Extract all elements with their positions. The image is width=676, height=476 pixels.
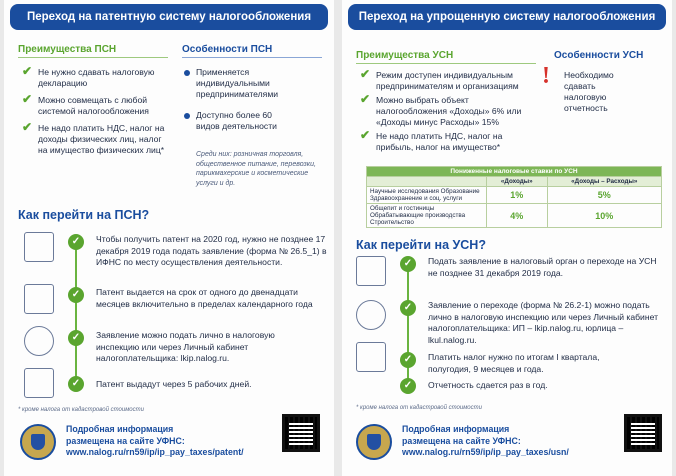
divider <box>182 57 322 58</box>
check-icon: ✔ <box>360 67 371 81</box>
psn-info-url[interactable]: www.nalog.ru/rn59/ip/ip_pay_taxes/patent/ <box>66 447 244 457</box>
psn-leaflet <box>4 0 334 476</box>
psn-step: Заявление можно подать лично в налоговую инспекцию или через Личный кабинет налогоплательщика: lkip.nalog.ru. <box>96 330 275 363</box>
table-cell: Научные исследования Образование Здравоохранение и соц. услуги <box>367 187 487 204</box>
psn-advantage: ✔ Не надо платить НДС, налог на доходы физических лиц, налог на имущество физических лиц* <box>22 120 165 155</box>
psn-feature: Применяется индивидуальными предпринимателями <box>196 67 316 100</box>
psn-advantage: ✔ Можно совмещать с любой системой налогообложения <box>22 92 149 116</box>
table-cell: Общепит и гостиницы Обрабатывающие производства Строительство <box>367 204 487 228</box>
psn-features-title: Особенности ПСН <box>182 44 273 55</box>
usn-advantages-title: Преимущества УСН <box>356 50 454 61</box>
usn-info-url[interactable]: www.nalog.ru/rn59/ip/ip_pay_taxes/usn/ <box>402 447 569 457</box>
check-circle-icon: ✓ <box>68 287 84 303</box>
usn-header: Переход на упрощенную систему налогообложения <box>348 4 666 30</box>
calendar-icon <box>24 284 54 314</box>
usn-footnote: * кроме налога от кадастровой стоимости <box>356 405 482 411</box>
usn-features-title: Особенности УСН <box>554 50 644 61</box>
check-circle-icon: ✓ <box>68 376 84 392</box>
qr-code-icon <box>624 414 662 452</box>
table-cell: 4% <box>487 204 548 228</box>
psn-feature: Доступно более 60 видов деятельности <box>196 110 286 132</box>
psn-step: Патент выдадут через 5 рабочих дней. <box>96 379 252 389</box>
psn-header: Переход на патентную систему налогообложения <box>10 4 328 30</box>
psn-features-note: Среди них: розничная торговля, общественное питание, перевозки, парикмахерские и косметические услуги и др. <box>196 151 316 187</box>
usn-feature: Необходимо сдавать налоговую отчетность <box>564 70 614 113</box>
table-row <box>367 204 662 228</box>
document-icon <box>24 232 54 262</box>
check-circle-icon: ✓ <box>400 378 416 394</box>
bullet-icon <box>184 70 190 76</box>
usn-step: Отчетность сдается раз в год. <box>428 380 548 390</box>
exclamation-icon: ! <box>542 63 550 89</box>
usn-advantage: ✔ Не надо платить НДС, налог на прибыль, налог на имущество* <box>360 128 503 152</box>
psn-step: Чтобы получить патент на 2020 год, нужно не позднее 17 декабря 2019 года подать заявление (форма № 26.5_1) в ИФНС по месту осуществления деятельности. <box>96 234 327 267</box>
table-caption: Пониженные налоговые ставки по УСН <box>367 167 662 177</box>
table-cell: 1% <box>487 187 548 204</box>
table-cell: 5% <box>547 187 661 204</box>
computer-icon <box>24 326 54 356</box>
psn-info: Подробная информация размещена на сайте УФНС: www.nalog.ru/rn59/ip/ip_pay_taxes/patent/ <box>66 424 244 457</box>
usn-how-title: Как перейти на УСН? <box>356 238 486 252</box>
bullet-icon <box>184 113 190 119</box>
usn-leaflet <box>342 0 672 476</box>
usn-rates-table <box>366 166 662 228</box>
table-row <box>367 187 662 204</box>
receipt-icon <box>24 368 54 398</box>
check-circle-icon: ✓ <box>400 352 416 368</box>
table-cell: 10% <box>547 204 661 228</box>
wallet-icon <box>356 342 386 372</box>
psn-advantages-title: Преимущества ПСН <box>18 44 117 55</box>
check-circle-icon: ✓ <box>68 234 84 250</box>
check-icon: ✔ <box>22 64 33 78</box>
check-circle-icon: ✓ <box>68 330 84 346</box>
document-icon <box>356 256 386 286</box>
usn-step: Заявление о переходе (форма № 26.2-1) можно подать лично в налоговую инспекцию или через Личный кабинет налогоплательщика: ИП – lkip.nalog.ru, юрлица – lkul.nalog.ru. <box>428 300 659 345</box>
check-icon: ✔ <box>22 92 33 106</box>
check-icon: ✔ <box>360 92 371 106</box>
fns-emblem-icon <box>20 424 56 460</box>
divider <box>356 63 536 64</box>
divider <box>18 57 168 58</box>
psn-step: Патент выдается на срок от одного до двенадцати месяцев включительно в пределах календарного года <box>96 287 313 309</box>
qr-code-icon <box>282 414 320 452</box>
timeline-line <box>75 238 77 386</box>
usn-advantage: ✔ Режим доступен индивидуальным предпринимателям и организациям <box>360 67 519 91</box>
psn-advantage: ✔ Не нужно сдавать налоговую декларацию <box>22 64 155 88</box>
check-circle-icon: ✓ <box>400 300 416 316</box>
usn-step: Подать заявление в налоговый орган о переходе на УСН не позднее 31 декабря 2019 года. <box>428 256 657 278</box>
psn-how-title: Как перейти на ПСН? <box>18 208 150 222</box>
check-icon: ✔ <box>22 120 33 134</box>
psn-footnote: * кроме налога от кадастровой стоимости <box>18 407 144 413</box>
usn-advantage: ✔ Можно выбрать объект налогообложения «Доходы» 6% или «Доходы минус Расходы» 15% <box>360 92 522 127</box>
check-icon: ✔ <box>360 128 371 142</box>
usn-step: Платить налог нужно по итогам I квартала, полугодия, 9 месяцев и года. <box>428 352 600 374</box>
table-header: «Доходы» <box>487 177 548 187</box>
check-circle-icon: ✓ <box>400 256 416 272</box>
computer-icon <box>356 300 386 330</box>
table-header: «Доходы – Расходы» <box>547 177 661 187</box>
table-corner <box>367 177 487 187</box>
usn-info: Подробная информация размещена на сайте УФНС: www.nalog.ru/rn59/ip/ip_pay_taxes/usn/ <box>402 424 569 457</box>
fns-emblem-icon <box>356 424 392 460</box>
